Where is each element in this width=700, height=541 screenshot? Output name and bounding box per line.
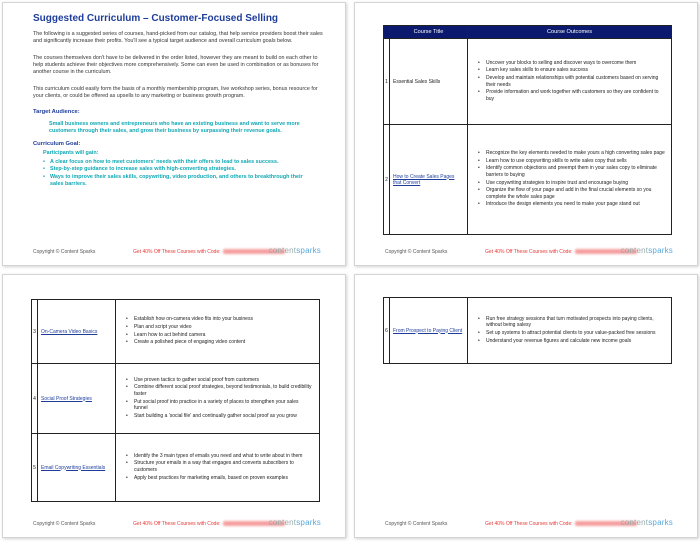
course-outcomes-header: Course Outcomes [468, 26, 672, 39]
course-title-link[interactable]: How to Create Sales Pages that Convert [393, 173, 455, 186]
outcome-item: • Create a polished piece of engaging video content [134, 339, 313, 346]
document-page-4 [354, 274, 698, 538]
goal-subheading: Participants will gain: [43, 150, 99, 156]
content-sparks-logo: contentsparks [268, 518, 321, 527]
table-row [32, 364, 320, 434]
usage-paragraph: This curriculum could easily form the basis of a monthly membership program, live workshop series, bonus resource for your clients, or could be offered as upsells to any marketing or business growth program. [33, 86, 318, 100]
document-page-3 [2, 274, 346, 538]
outcome-item: • Plan and script your video [134, 324, 313, 331]
course-outcomes [468, 39, 672, 125]
outcome-item: • Introduce the design elements you need to make your page stand out [486, 201, 665, 208]
table-row [32, 300, 320, 364]
course-outcomes [468, 298, 672, 364]
goal-item: • Step-by-step guidance to increase sales with high-converting strategies. [43, 166, 313, 173]
promo-footer [133, 249, 285, 255]
target-audience-heading: Target Audience: [33, 109, 80, 115]
outcome-item: • Provide information and work together with customers so they are confident to buy [486, 89, 665, 102]
outcome-item: • Identify the 3 main types of emails you need and what to write about in them [134, 453, 313, 460]
outcome-item: • Organize the flow of your page and add in the final crucial elements so you complete the whole sales page [486, 187, 665, 200]
document-page-1 [2, 2, 346, 266]
course-title-link[interactable]: Email Copywriting Essentials [41, 464, 106, 471]
table-row [32, 434, 320, 502]
promo-text: Get 40% Off These Courses with Code: [485, 249, 573, 255]
course-title: Essential Sales Skills [390, 39, 468, 125]
promo-footer [133, 521, 285, 527]
outcome-item: • Put social proof into practice in a variety of places to strengthen your sales funnel [134, 399, 313, 412]
outcome-item: • Uncover your blocks to selling and discover ways to overcome them [486, 60, 665, 67]
course-outcomes [116, 434, 320, 502]
outcome-item: • Understand your revenue figures and calculate new income goals [486, 338, 665, 345]
outcome-item: • Learn key sales skills to ensure sales success [486, 67, 665, 74]
promo-footer [485, 249, 637, 255]
course-title-header: Course Title [390, 26, 468, 39]
course-title [390, 298, 468, 364]
content-sparks-logo: contentsparks [620, 518, 673, 527]
outcome-item: • Use copywriting strategies to inspire trust and encourage buying [486, 180, 665, 187]
promo-text: Get 40% Off These Courses with Code: [485, 521, 573, 527]
goal-list [43, 159, 313, 189]
order-paragraph: The courses themselves don't have to be delivered in the order listed, however they are meant to build on each other to help students achieve their objectives more comprehensively. Some can even be used in combination or as bonuses for another course in the curriculum. [33, 55, 319, 76]
target-audience-text: Small business owners and entrepreneurs who have an existing business and want to serve more customers through their sales, and grow their business by surpassing their revenue goals. [49, 121, 300, 135]
outcome-item: • Learn how to use copywriting skills to write sales copy that sells [486, 158, 665, 165]
outcome-item: • Develop and maintain relationships with potential customers based on serving their needs [486, 75, 665, 88]
outcome-item: • Set up systems to attract potential clients to your value-packed free sessions [486, 330, 665, 337]
course-number: 5 [32, 434, 38, 502]
outcome-item: • Run free strategy sessions that turn motivated prospects into paying clients, without being salesy [486, 316, 665, 329]
course-title-link[interactable]: On-Camera Video Basics [41, 328, 98, 335]
table-row [384, 39, 672, 125]
promo-footer [485, 521, 637, 527]
table-row [384, 125, 672, 235]
course-number: 1 [384, 39, 390, 125]
intro-paragraph: The following is a suggested series of courses, hand-picked from our catalog, that help service providers boost their sales and significantly increase their profits. You'll see a typical target audience and overall curriculum goals below. [33, 31, 323, 45]
outcome-item: • Establish how on-camera video fits into your business [134, 316, 313, 323]
copyright-footer: Copyright © Content Sparks [33, 521, 96, 527]
course-title [38, 434, 116, 502]
course-title-link[interactable]: Social Proof Strategies [41, 395, 92, 402]
course-number: 4 [32, 364, 38, 434]
outcome-item: • Apply best practices for marketing emails, based on proven examples [134, 475, 313, 482]
outcome-item: • Recognize the key elements needed to make yours a high converting sales page [486, 150, 665, 157]
curriculum-goal-heading: Curriculum Goal: [33, 141, 81, 147]
course-table [383, 297, 672, 364]
page-title: Suggested Curriculum – Customer-Focused Selling [33, 13, 279, 24]
outcome-item: • Start building a 'social file' and continually gather social proof as you grow [134, 413, 313, 420]
copyright-footer: Copyright © Content Sparks [385, 249, 448, 255]
course-number: 2 [384, 125, 390, 235]
outcome-item: • Identify common objections and preempt them in your sales copy to eliminate barriers to buying [486, 165, 665, 178]
goal-item: • A clear focus on how to meet customers' needs with their offers to lead to sales success. [43, 159, 313, 166]
course-title [38, 364, 116, 434]
course-table [31, 299, 320, 502]
course-number: 6 [384, 298, 390, 364]
content-sparks-logo: contentsparks [268, 246, 321, 255]
promo-text: Get 40% Off These Courses with Code: [133, 521, 221, 527]
table-header-row [384, 26, 672, 39]
outcome-item: • Use proven tactics to gather social proof from customers [134, 377, 313, 384]
promo-text: Get 40% Off These Courses with Code: [133, 249, 221, 255]
content-sparks-logo: contentsparks [620, 246, 673, 255]
course-outcomes [116, 300, 320, 364]
outcome-item: • Learn how to act behind camera [134, 332, 313, 339]
course-outcomes [116, 364, 320, 434]
course-title [38, 300, 116, 364]
document-page-2 [354, 2, 698, 266]
table-row [384, 298, 672, 364]
course-title-link[interactable]: From Prospect to Paying Client [393, 327, 463, 334]
course-title [390, 125, 468, 235]
goal-item: • Ways to improve their sales skills, copywriting, video production, and others to breakthrough their sales barriers. [43, 174, 313, 189]
copyright-footer: Copyright © Content Sparks [33, 249, 96, 255]
course-number: 3 [32, 300, 38, 364]
copyright-footer: Copyright © Content Sparks [385, 521, 448, 527]
course-outcomes [468, 125, 672, 235]
outcome-item: • Structure your emails in a way that engages and converts subscribers to customers [134, 460, 313, 473]
course-table [383, 25, 672, 235]
outcome-item: • Combine different social proof strategies, beyond testimonials, to build credibility faster [134, 384, 313, 397]
